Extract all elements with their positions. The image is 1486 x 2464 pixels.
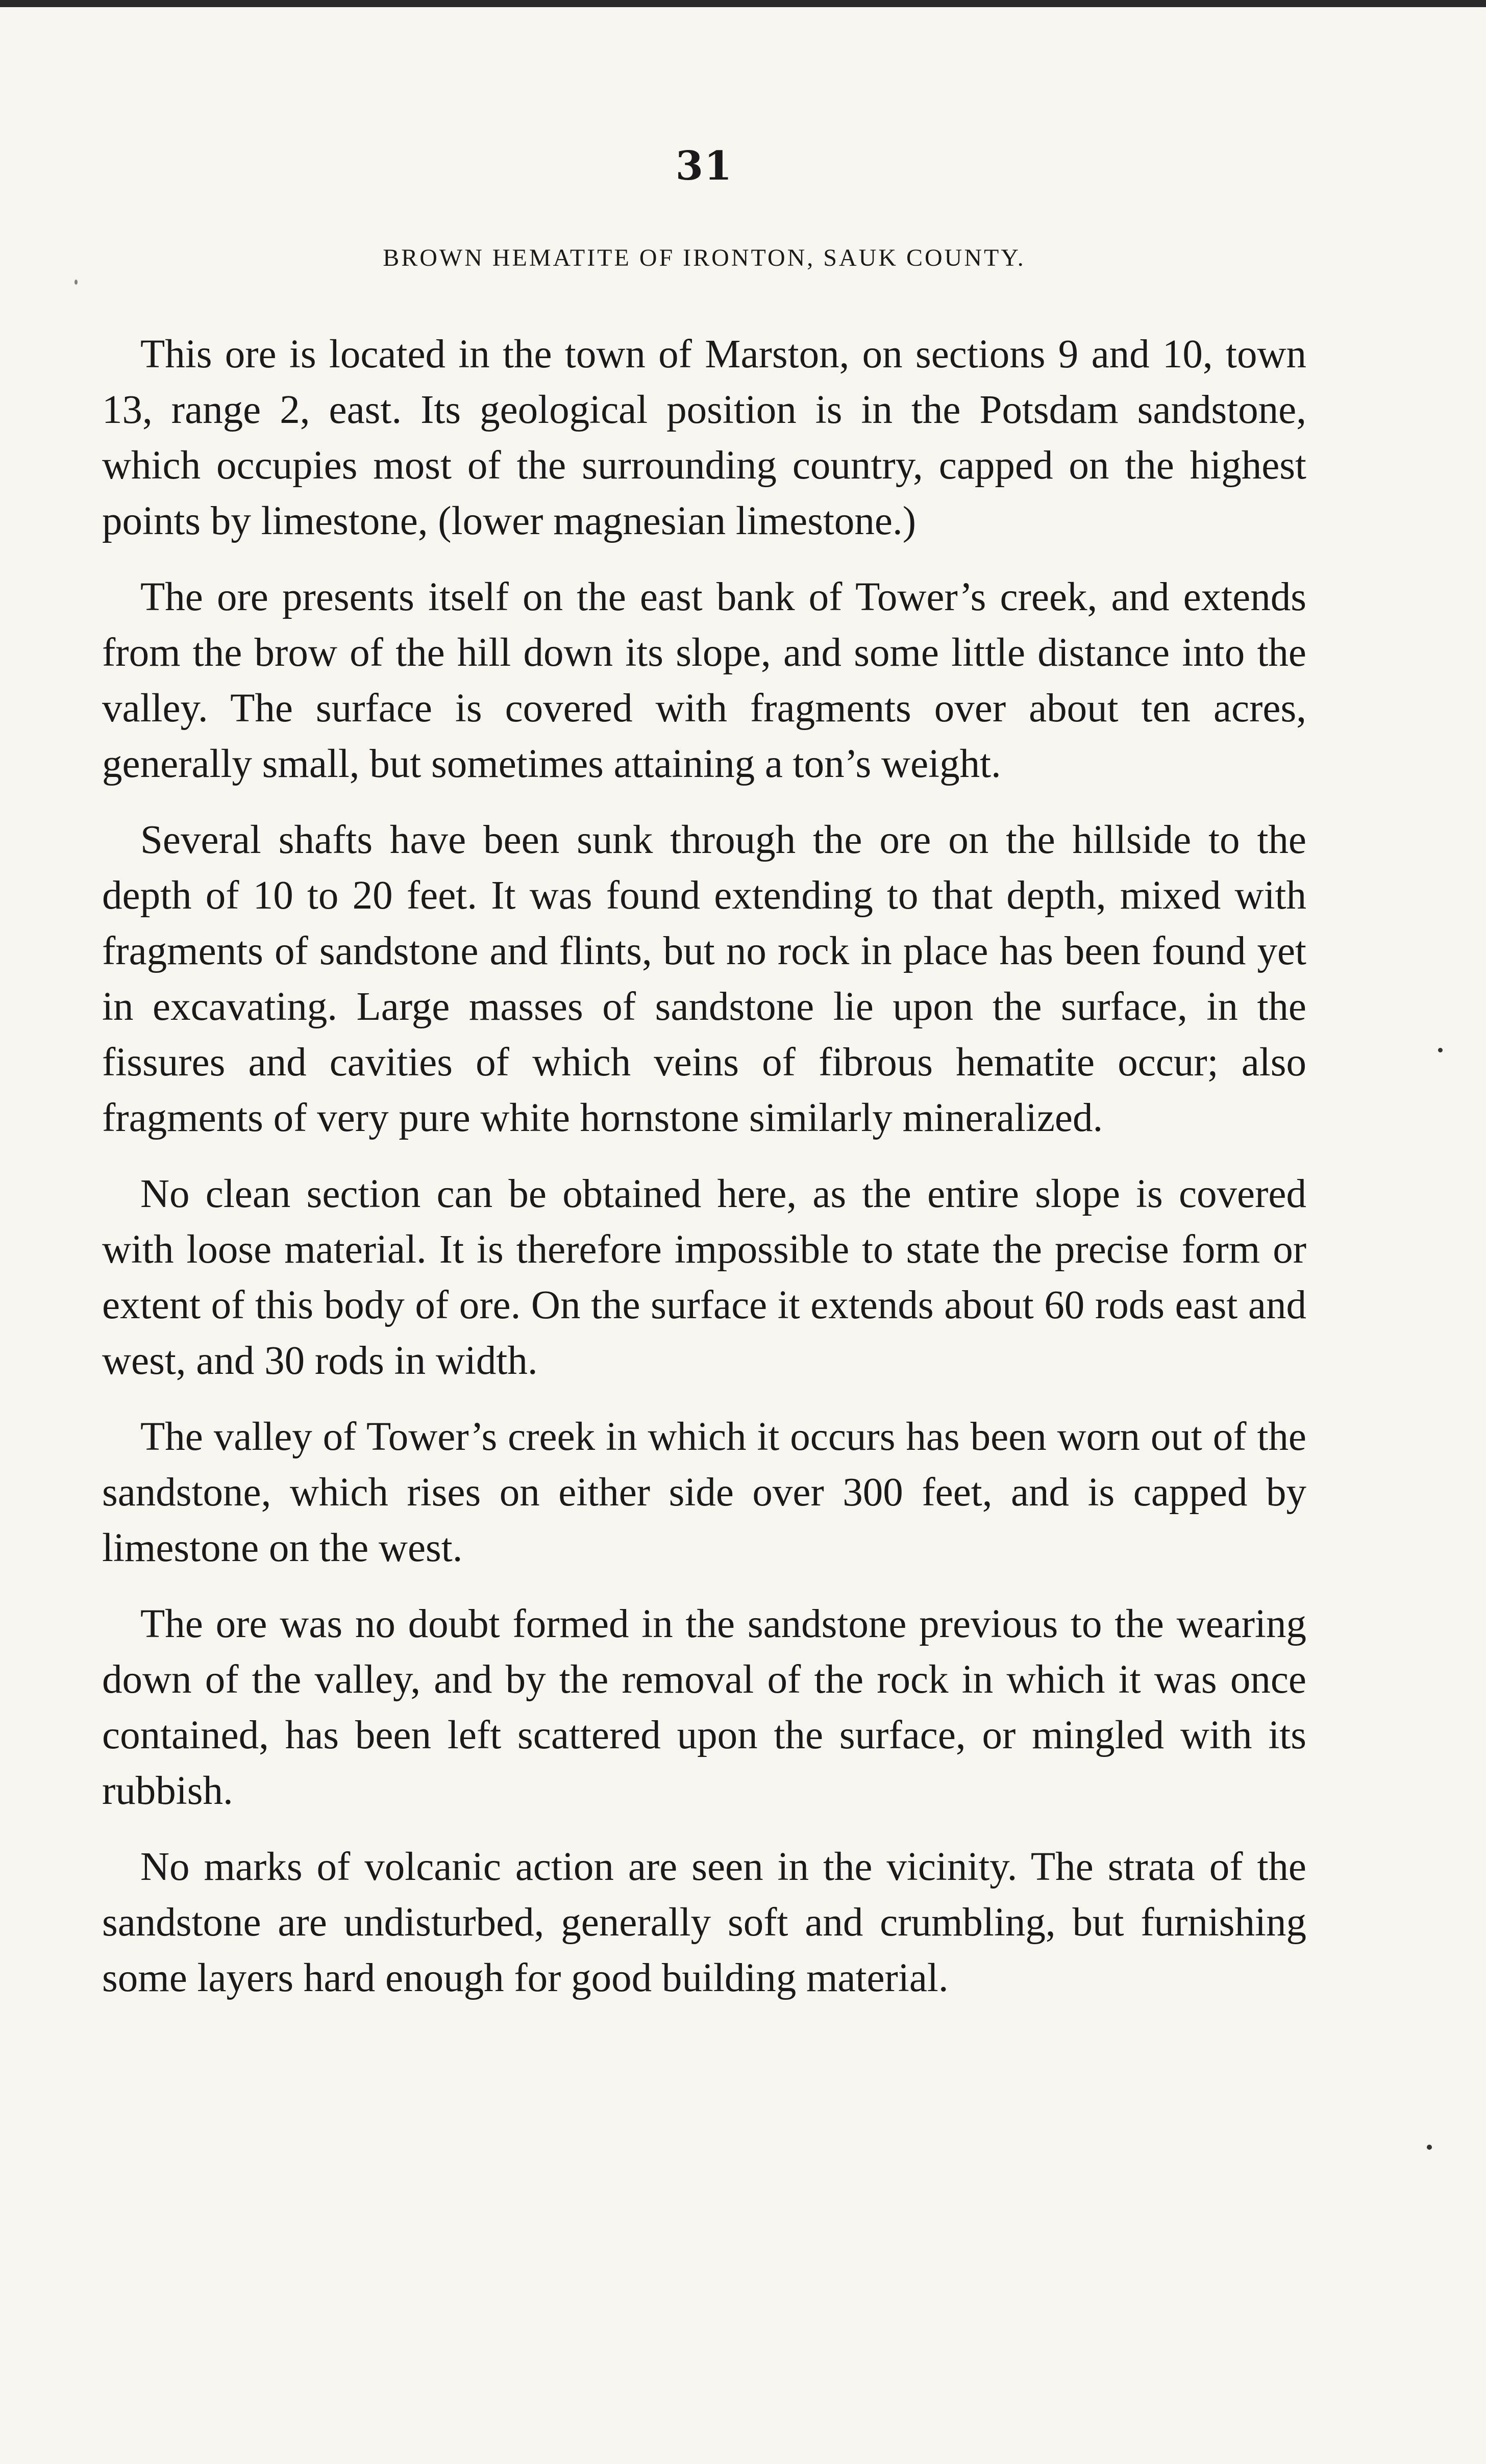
- body-text: [102, 326, 1306, 2026]
- paragraph-5: The valley of Tower’s creek in which it occurs has been worn out of the sandstone, which rises on either side over 300 feet, and is capped by limestone on the west.: [102, 1415, 1306, 1570]
- paragraph-6: The ore was no doubt formed in the sandstone previous to the wearing down of the valley, and by the removal of the rock in which it was once contained, has been left scattered upon the surface, or mingled with its rubbish.: [102, 1602, 1306, 1813]
- paragraph-4: No clean section can be obtained here, as the entire slope is covered with loose material. It is therefore impossible to state the precise form or extent of this body of ore. On the surface it extends about 60 rods east and west, and 30 rods in width.: [102, 1172, 1306, 1383]
- paragraph-3: Several shafts have been sunk through the ore on the hillside to the depth of 10 to 20 feet. It was found extending to that depth, mixed with fragments of sandstone and flints, but no rock in place has been found yet in excavating. Large masses of sandstone lie upon the surface, in the fissures and cavities of which veins of fibrous hematite occur; also fragments of very pure white hornstone similarly mineralized.: [102, 818, 1306, 1140]
- paragraph-1: This ore is located in the town of Marston, on sections 9 and 10, town 13, range 2, east. Its geological position is in the Potsdam sandstone, which occupies most of the surrounding country, capped on the highest points by limestone, (lower magnesian limestone.): [102, 332, 1306, 543]
- margin-speck: [1427, 2145, 1432, 2150]
- book-page: [102, 0, 1306, 2464]
- paragraph-2: The ore presents itself on the east bank of Tower’s creek, and extends from the brow of the hill down its slope, and some little distance into the valley. The surface is covered with fragments over about ten acres, generally small, but sometimes attaining a ton’s weight.: [102, 575, 1306, 786]
- page-number: 31: [675, 143, 733, 189]
- paragraph-7: No marks of volcanic action are seen in the vicinity. The strata of the sandstone are undisturbed, generally soft and crumbling, but furnishing some layers hard enough for good building material.: [102, 1845, 1306, 2000]
- margin-speck: [1438, 1048, 1443, 1052]
- running-head: BROWN HEMATITE OF IRONTON, SAUK COUNTY.: [383, 244, 1026, 271]
- margin-speck: [75, 280, 78, 285]
